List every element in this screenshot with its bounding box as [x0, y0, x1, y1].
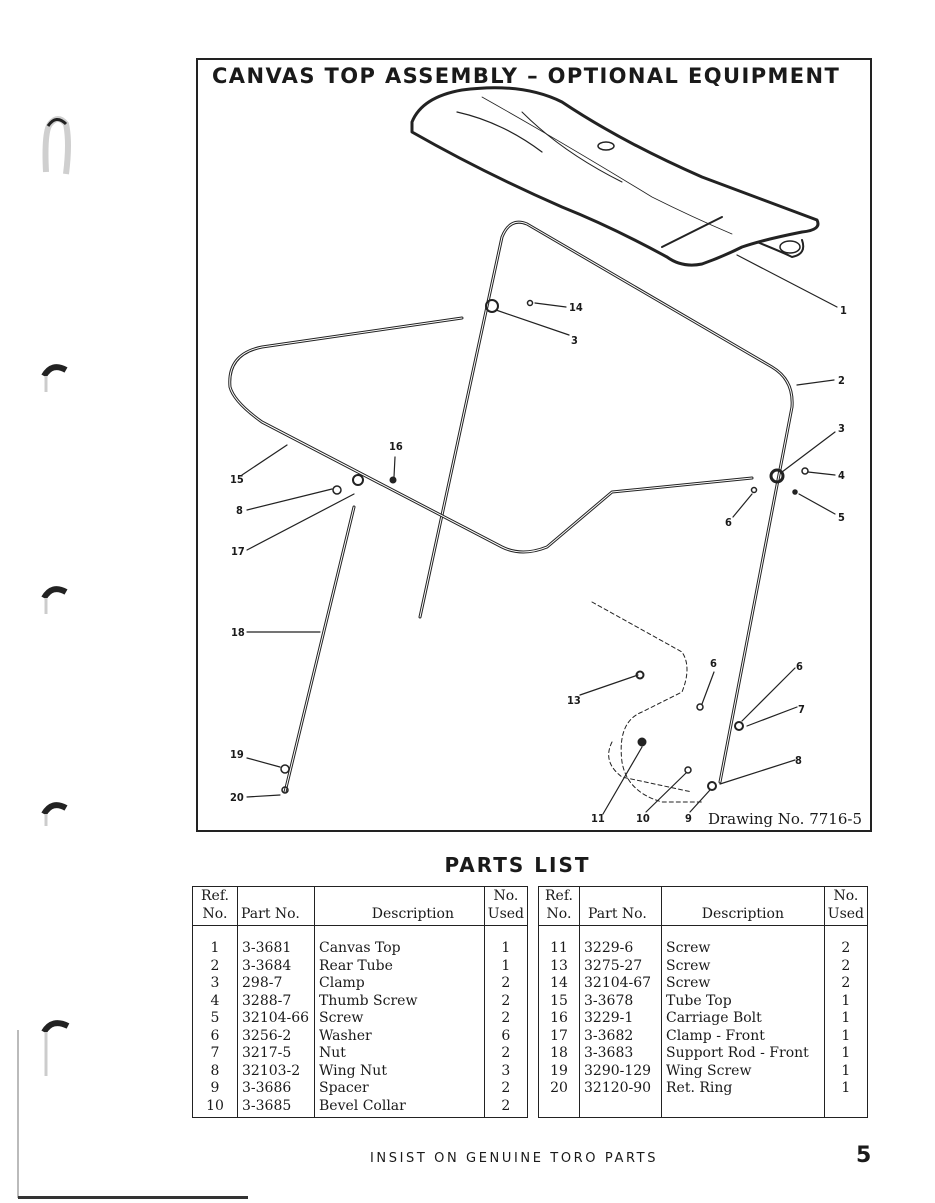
no-used-cell: 2: [484, 1010, 527, 1028]
no-used-cell: 2: [484, 1098, 527, 1118]
no-used-cell: 1: [824, 1028, 867, 1046]
description-cell: Thumb Screw: [315, 993, 485, 1011]
ref-no-cell: 1: [193, 926, 238, 958]
part-no-cell: 32104-67: [580, 975, 662, 993]
ref-no-cell: 15: [539, 993, 580, 1011]
no-used-cell: 2: [824, 975, 867, 993]
table-row: [193, 993, 528, 1011]
table-row: [193, 1080, 528, 1098]
callout-14: 14: [569, 301, 583, 314]
ref-no-cell: 3: [193, 975, 238, 993]
no-used-cell: 2: [484, 1045, 527, 1063]
part-no-cell: 3-3682: [580, 1028, 662, 1046]
callout-6b: 6: [710, 657, 717, 670]
table-row: [539, 975, 868, 993]
part-no-cell: 298-7: [238, 975, 315, 993]
binder-hole-4: [40, 800, 74, 840]
callout-19: 19: [230, 748, 244, 761]
figure-title: CANVAS TOP ASSEMBLY – OPTIONAL EQUIPMENT: [212, 64, 841, 88]
table-row: [193, 1045, 528, 1063]
no-used-cell: 2: [484, 975, 527, 993]
callout-20: 20: [230, 791, 244, 804]
part-no-cell: 3229-6: [580, 926, 662, 958]
table-row: [539, 1028, 868, 1046]
binder-hole-2: [40, 362, 74, 402]
table-header-row: [193, 887, 528, 926]
callout-6c: 6: [796, 660, 803, 673]
no-used-cell: 2: [484, 1080, 527, 1098]
page-edge-left: [17, 1030, 19, 1198]
table-row: [539, 958, 868, 976]
description-cell: Support Rod - Front: [662, 1045, 825, 1063]
callout-8a: 8: [236, 504, 243, 517]
callout-2: 2: [838, 374, 845, 387]
ref-no-cell: 16: [539, 1010, 580, 1028]
binder-hole-3: [40, 584, 74, 624]
ref-no-cell: 20: [539, 1080, 580, 1098]
table-row: [193, 975, 528, 993]
callout-13: 13: [567, 694, 581, 707]
ref-no-cell: 13: [539, 958, 580, 976]
no-used-cell: 3: [484, 1063, 527, 1081]
description-cell: Spacer: [315, 1080, 485, 1098]
table-row: [539, 1080, 868, 1098]
no-used-cell: 2: [824, 926, 867, 958]
ref-no-cell: 9: [193, 1080, 238, 1098]
drawing-number: Drawing No. 7716-5: [707, 810, 862, 828]
callout-10: 10: [636, 812, 650, 825]
canvas-top-illustration: [412, 88, 818, 265]
table-row: [539, 1010, 868, 1028]
part-no-cell: 3229-1: [580, 1010, 662, 1028]
callout-16: 16: [389, 440, 403, 453]
description-cell: Clamp: [315, 975, 485, 993]
part-no-cell: 3-3686: [238, 1080, 315, 1098]
description-cell: Nut: [315, 1045, 485, 1063]
part-no-cell: 3-3685: [238, 1098, 315, 1118]
ref-no-cell: 18: [539, 1045, 580, 1063]
description-cell: Wing Nut: [315, 1063, 485, 1081]
callout-11: 11: [591, 812, 605, 825]
description-cell: Rear Tube: [315, 958, 485, 976]
description-cell: Ret. Ring: [662, 1080, 825, 1098]
no-used-cell: 2: [824, 958, 867, 976]
part-no-cell: 3275-27: [580, 958, 662, 976]
col-no-used: No. Used: [484, 887, 527, 926]
part-no-cell: 32103-2: [238, 1063, 315, 1081]
callout-4: 4: [838, 469, 845, 482]
no-used-cell: 6: [484, 1028, 527, 1046]
no-used-cell: 1: [824, 993, 867, 1011]
part-no-cell: 3-3683: [580, 1045, 662, 1063]
description-cell: Clamp - Front: [662, 1028, 825, 1046]
no-used-cell: 1: [484, 958, 527, 976]
table-row: [193, 1010, 528, 1028]
binder-hole-1: [38, 112, 74, 184]
callout-15: 15: [230, 473, 244, 486]
part-no-cell: 32104-66: [238, 1010, 315, 1028]
description-cell: Bevel Collar: [315, 1098, 485, 1118]
part-no-cell: 3-3681: [238, 926, 315, 958]
parts-table-left: [192, 886, 528, 1118]
part-no-cell: [580, 1098, 662, 1118]
no-used-cell: 1: [824, 1010, 867, 1028]
description-cell: Screw: [662, 958, 825, 976]
part-no-cell: 32120-90: [580, 1080, 662, 1098]
page-number: 5: [856, 1143, 872, 1168]
description-cell: Wing Screw: [662, 1063, 825, 1081]
ref-no-cell: 6: [193, 1028, 238, 1046]
col-part-no: Part No.: [238, 887, 315, 926]
callout-9: 9: [685, 812, 692, 825]
table-row: [193, 1063, 528, 1081]
ref-no-cell: 19: [539, 1063, 580, 1081]
col-ref-no: Ref. No.: [193, 887, 238, 926]
description-cell: Canvas Top: [315, 926, 485, 958]
callout-6a: 6: [725, 516, 732, 529]
description-cell: Carriage Bolt: [662, 1010, 825, 1028]
callout-8b: 8: [795, 754, 802, 767]
part-no-cell: 3-3684: [238, 958, 315, 976]
ref-no-cell: 7: [193, 1045, 238, 1063]
parts-list-heading: PARTS LIST: [444, 853, 591, 877]
col-description: Description: [315, 887, 485, 926]
no-used-cell: 1: [824, 1080, 867, 1098]
part-no-cell: 3288-7: [238, 993, 315, 1011]
description-cell: Screw: [662, 975, 825, 993]
no-used-cell: [824, 1098, 867, 1118]
description-cell: [662, 1098, 825, 1118]
part-no-cell: 3256-2: [238, 1028, 315, 1046]
callout-3b: 3: [571, 334, 578, 347]
description-cell: Tube Top: [662, 993, 825, 1011]
table-row: [539, 1045, 868, 1063]
binder-hole-5: [38, 1018, 78, 1084]
table-row: [193, 926, 528, 958]
callout-3a: 3: [838, 422, 845, 435]
part-no-cell: 3-3678: [580, 993, 662, 1011]
footer-slogan: INSIST ON GENUINE TORO PARTS: [370, 1151, 659, 1166]
callout-7: 7: [798, 703, 805, 716]
part-no-cell: 3290-129: [580, 1063, 662, 1081]
no-used-cell: 1: [824, 1045, 867, 1063]
callout-17: 17: [231, 545, 245, 558]
ref-no-cell: [539, 1098, 580, 1118]
exploded-diagram: [198, 60, 870, 830]
ref-no-cell: 14: [539, 975, 580, 993]
table-row: [193, 1098, 528, 1118]
no-used-cell: 1: [824, 1063, 867, 1081]
rear-tube-illustration: [420, 222, 792, 782]
col-description: Description: [662, 887, 825, 926]
description-cell: Screw: [315, 1010, 485, 1028]
table-row: [193, 1028, 528, 1046]
ref-no-cell: 4: [193, 993, 238, 1011]
figure-canvas-top-assembly: [196, 58, 872, 832]
col-part-no: Part No.: [580, 887, 662, 926]
part-no-cell: 3217-5: [238, 1045, 315, 1063]
table-row: [193, 958, 528, 976]
ref-no-cell: 10: [193, 1098, 238, 1118]
no-used-cell: 1: [484, 926, 527, 958]
callout-18: 18: [231, 626, 245, 639]
tube-top-illustration: [230, 318, 752, 552]
description-cell: Screw: [662, 926, 825, 958]
col-no-used: No. Used: [824, 887, 867, 926]
table-header-row: [539, 887, 868, 926]
callout-5: 5: [838, 511, 845, 524]
parts-table-right: [538, 886, 868, 1118]
ref-no-cell: 11: [539, 926, 580, 958]
description-cell: Washer: [315, 1028, 485, 1046]
ref-no-cell: 8: [193, 1063, 238, 1081]
ref-no-cell: 17: [539, 1028, 580, 1046]
table-row: [539, 993, 868, 1011]
ref-no-cell: 5: [193, 1010, 238, 1028]
no-used-cell: 2: [484, 993, 527, 1011]
table-row: [539, 926, 868, 958]
table-row: [539, 1098, 868, 1118]
table-row: [539, 1063, 868, 1081]
col-ref-no: Ref. No.: [539, 887, 580, 926]
callout-1: 1: [840, 304, 847, 317]
ref-no-cell: 2: [193, 958, 238, 976]
page-edge-bottom: [18, 1196, 248, 1199]
